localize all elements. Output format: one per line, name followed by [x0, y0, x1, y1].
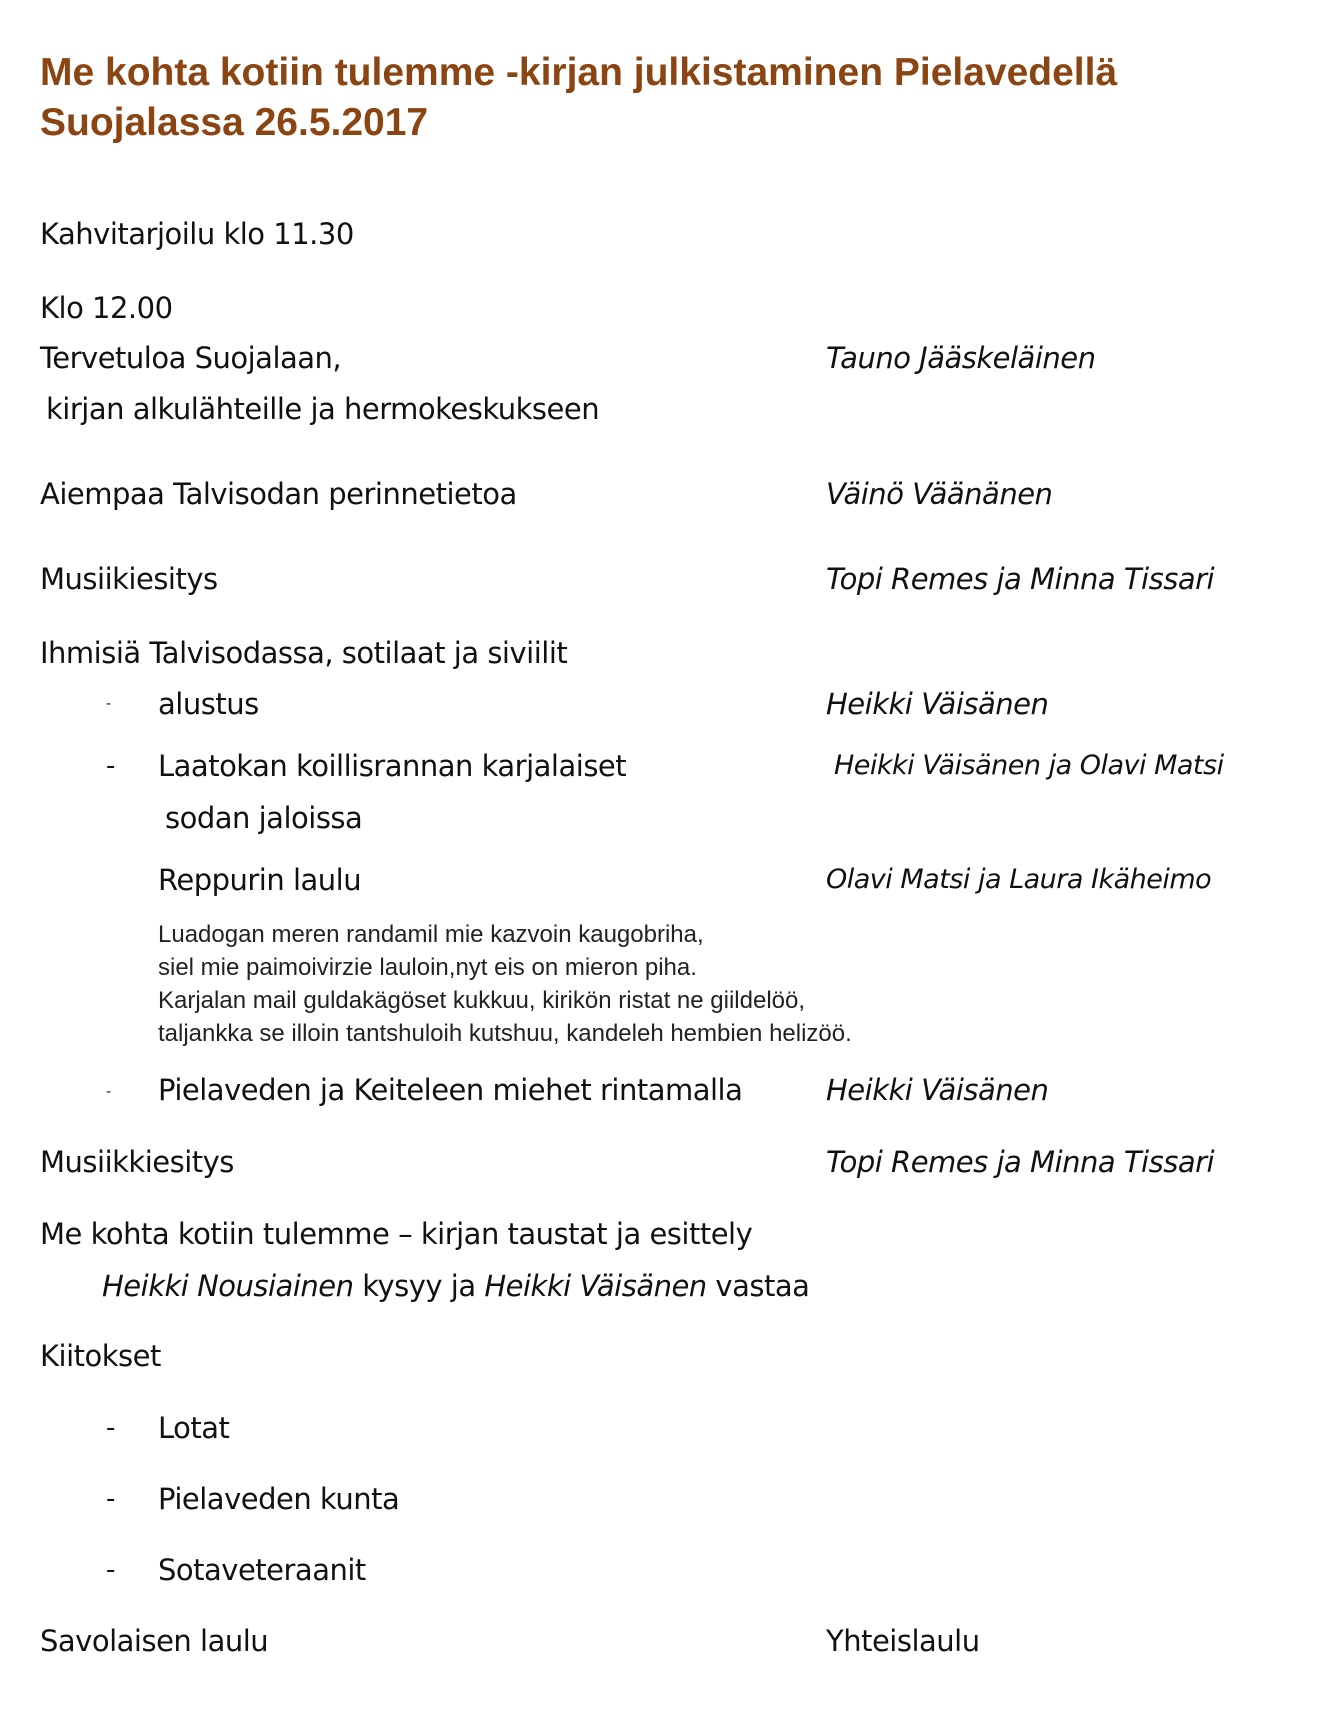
welcome-line-2: kirjan alkulähteille ja hermokeskukseen — [46, 392, 600, 426]
tradition-speaker: Väinö Väänänen — [826, 477, 1053, 511]
item-laatokka-line-1: Laatokan koillisrannan karjalaiset — [158, 749, 627, 783]
people-heading: Ihmisiä Talvisodassa, sotilaat ja siviilit — [40, 636, 568, 670]
music1-speaker: Topi Remes ja Minna Tissari — [826, 562, 1215, 596]
closing-label: Savolaisen laulu — [40, 1624, 269, 1658]
bullet-dash: - — [106, 696, 112, 712]
closing-speaker: Yhteislaulu — [826, 1624, 980, 1658]
book-answers-text: vastaa — [706, 1269, 810, 1303]
item-reppurin-speaker: Olavi Matsi ja Laura Ikäheimo — [826, 864, 1212, 895]
start-time: Klo 12.00 — [40, 291, 173, 325]
music2-speaker: Topi Remes ja Minna Tissari — [826, 1145, 1215, 1179]
item-alustus-speaker: Heikki Väisänen — [826, 687, 1049, 721]
item-pielavesi-men: Pielaveden ja Keiteleen miehet rintamalla — [158, 1073, 743, 1107]
book-asker: Heikki Nousiainen — [102, 1269, 354, 1303]
lyrics-line: Luadogan meren randamil mie kazvoin kaugobriha, — [158, 921, 704, 948]
thanks-item-kunta: Pielaveden kunta — [158, 1482, 400, 1516]
book-answerer: Heikki Väisänen — [484, 1269, 707, 1303]
item-alustus: alustus — [158, 687, 259, 721]
lyrics-line: siel mie paimoivirzie lauloin,nyt eis on mieron piha. — [158, 954, 697, 981]
bullet-dash: - — [106, 1555, 116, 1585]
welcome-line-1: Tervetuloa Suojalaan, — [40, 341, 342, 375]
thanks-item-veteraanit: Sotaveteraanit — [158, 1553, 366, 1587]
coffee-line: Kahvitarjoilu klo 11.30 — [40, 217, 354, 251]
bullet-dash: - — [106, 751, 116, 781]
item-laatokka-speaker: Heikki Väisänen ja Olavi Matsi — [834, 750, 1224, 781]
welcome-speaker: Tauno Jääskeläinen — [826, 341, 1096, 375]
document-title — [40, 48, 1310, 148]
bullet-dash: - — [106, 1413, 116, 1443]
lyrics-line: Karjalan mail guldakägöset kukkuu, kirikön ristat ne giildelöö, — [158, 987, 806, 1014]
song-lyrics — [158, 918, 852, 1050]
title-line-1: Me kohta kotiin tulemme -kirjan julkistaminen Pielavedellä — [40, 51, 1118, 94]
thanks-heading: Kiitokset — [40, 1339, 161, 1373]
title-line-2: Suojalassa 26.5.2017 — [40, 101, 429, 144]
bullet-dash: - — [106, 1084, 112, 1100]
item-pielavesi-speaker: Heikki Väisänen — [826, 1073, 1049, 1107]
thanks-item-lotat: Lotat — [158, 1411, 230, 1445]
item-reppurin-laulu: Reppurin laulu — [158, 863, 362, 897]
tradition-label: Aiempaa Talvisodan perinnetietoa — [40, 477, 517, 511]
book-interview — [102, 1268, 809, 1304]
book-label: Me kohta kotiin tulemme – kirjan taustat ja esittely — [40, 1217, 753, 1251]
music2-label: Musiikkiesitys — [40, 1145, 234, 1179]
music1-label: Musiikiesitys — [40, 562, 218, 596]
lyrics-line: taljankka se illoin tantshuloih kutshuu, kandeleh hembien helizöö. — [158, 1020, 852, 1047]
item-laatokka-line-2: sodan jaloissa — [165, 801, 363, 835]
book-asks-text: kysyy ja — [353, 1269, 485, 1303]
bullet-dash: - — [106, 1484, 116, 1514]
